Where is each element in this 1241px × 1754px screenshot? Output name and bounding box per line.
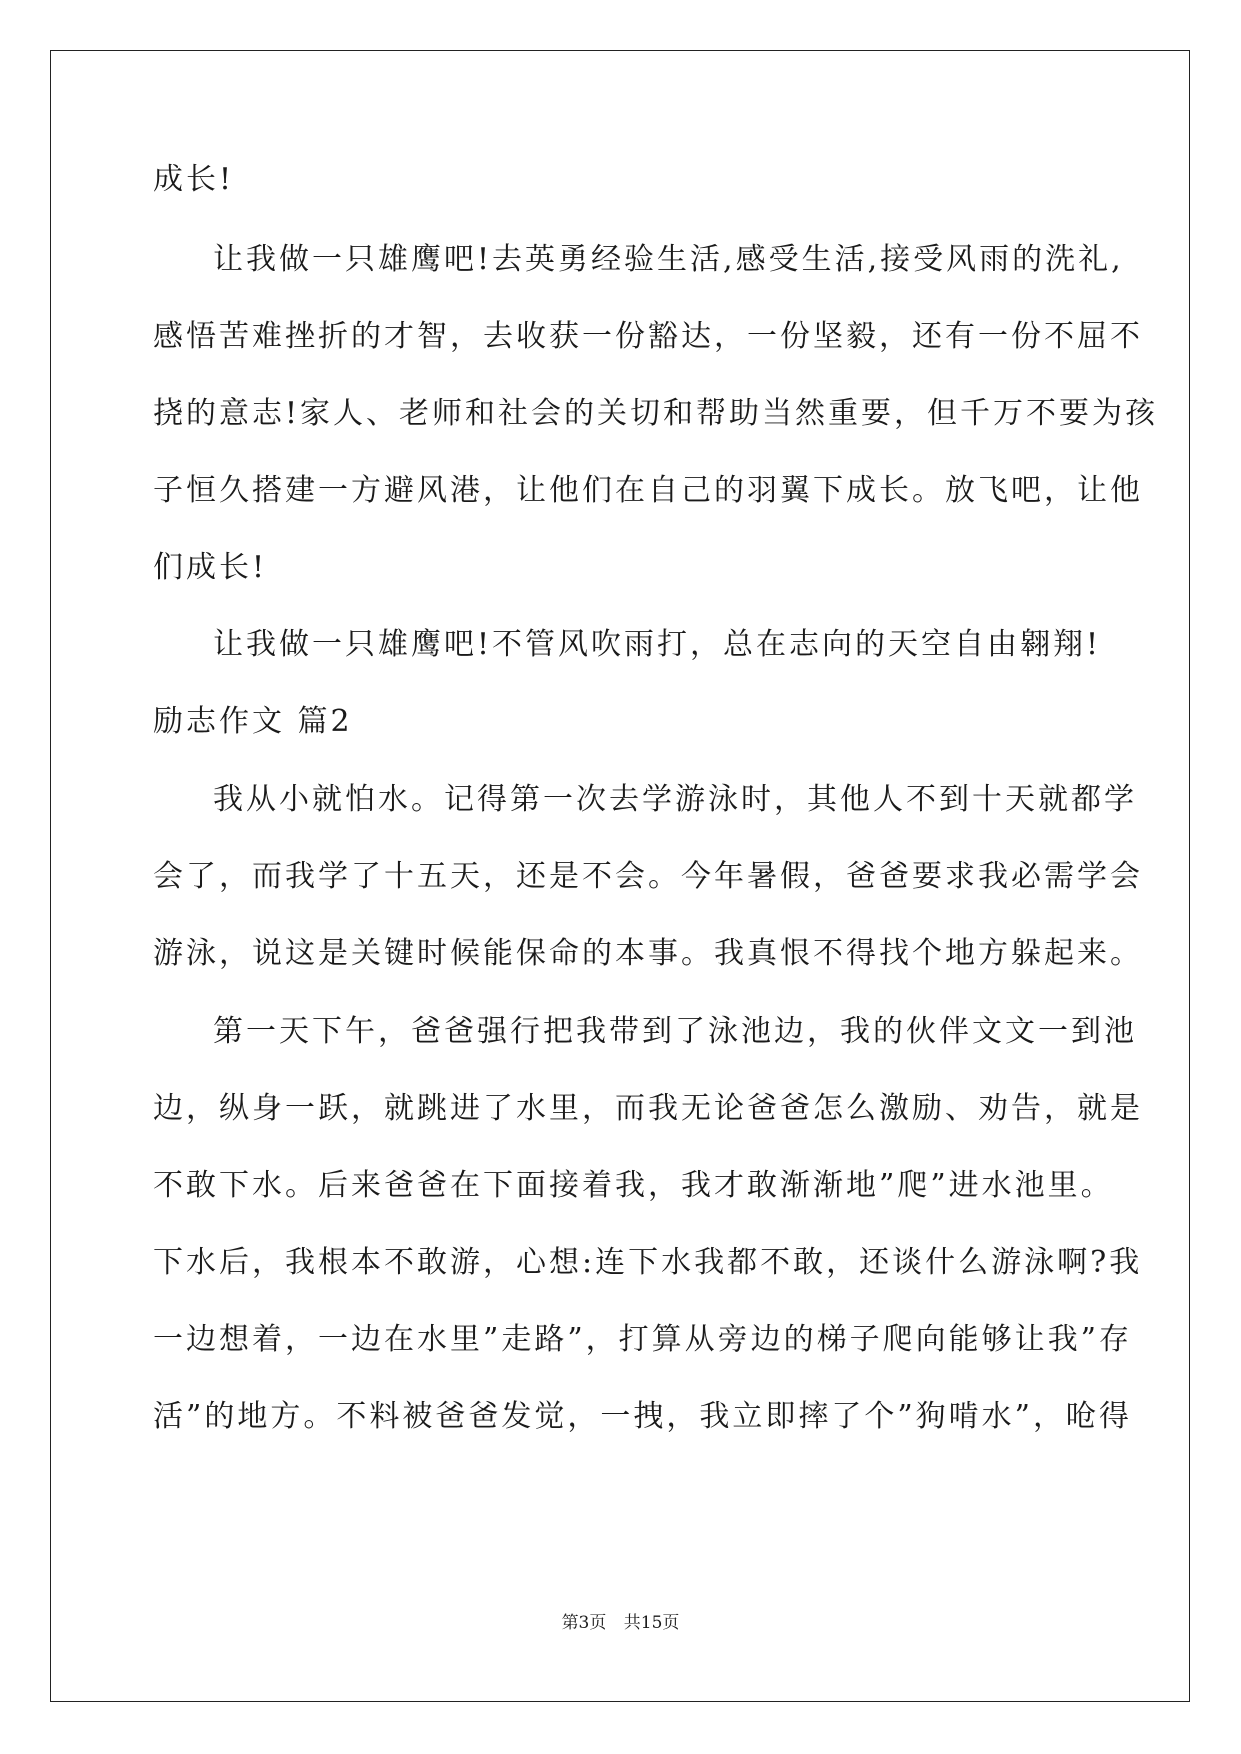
text-line: 会了，而我学了十五天，还是不会。今年暑假，爸爸要求我必需学会 xyxy=(153,859,1143,894)
text-line: 子恒久搭建一方避风港，让他们在自己的羽翼下成长。放飞吧，让他 xyxy=(153,473,1143,508)
paragraph-first-line: 让我做一只雄鹰吧!不管风吹雨打，总在志向的天空自由翱翔! xyxy=(213,627,1102,662)
text-line: 游泳，说这是关键时候能保命的本事。我真恨不得找个地方躲起来。 xyxy=(153,936,1143,971)
page-total: 共15页 xyxy=(623,1613,680,1633)
text-line: 们成长! xyxy=(153,550,268,585)
section-heading: 励志作文 篇2 xyxy=(153,704,353,739)
paragraph-first-line: 我从小就怕水。记得第一次去学游泳时，其他人不到十天就都学 xyxy=(213,782,1137,817)
text-line: 活”的地方。不料被爸爸发觉，一拽，我立即摔了个”狗啃水”，呛得 xyxy=(153,1399,1133,1434)
text-line: 挠的意志!家人、老师和社会的关切和帮助当然重要，但千万不要为孩 xyxy=(153,396,1159,431)
page-footer xyxy=(0,1612,1241,1634)
paragraph-first-line: 第一天下午，爸爸强行把我带到了泳池边，我的伙伴文文一到池 xyxy=(213,1014,1137,1049)
page-number: 第3页 xyxy=(561,1613,607,1633)
paragraph-first-line: 让我做一只雄鹰吧!去英勇经验生活,感受生活,接受风雨的洗礼, xyxy=(213,242,1124,277)
text-line: 不敢下水。后来爸爸在下面接着我，我才敢渐渐地”爬”进水池里。 xyxy=(153,1168,1114,1203)
text-line: 边，纵身一跃，就跳进了水里，而我无论爸爸怎么激励、劝告，就是 xyxy=(153,1091,1143,1126)
text-line: 一边想着，一边在水里”走路”，打算从旁边的梯子爬向能够让我”存 xyxy=(153,1322,1133,1357)
text-line: 成长! xyxy=(153,162,235,197)
text-line: 感悟苦难挫折的才智，去收获一份豁达，一份坚毅，还有一份不屈不 xyxy=(153,319,1143,354)
text-line: 下水后，我根本不敢游，心想:连下水我都不敢，还谈什么游泳啊?我 xyxy=(153,1245,1143,1280)
